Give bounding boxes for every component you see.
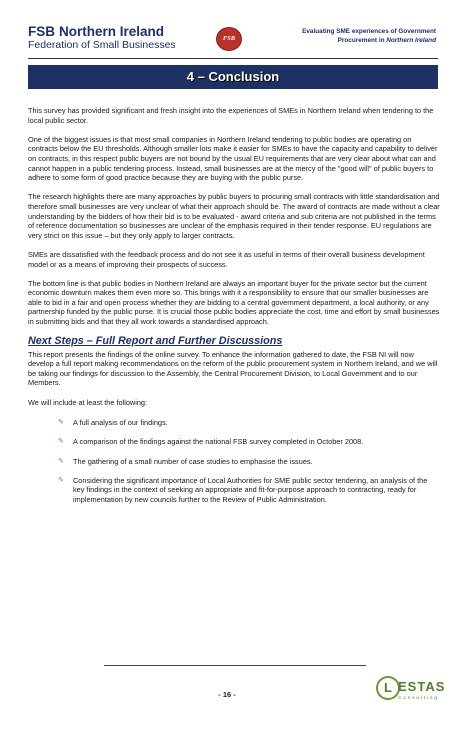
lestas-logo <box>376 674 446 708</box>
list-item: ✎ The gathering of a small number of case studies to emphasise the issues. <box>58 456 313 466</box>
page-number: - 16 - <box>218 690 236 699</box>
paragraph: The research highlights there are many approaches by public buyers to procuring small contracts with little standardisation and therefore small businesses are very unclear of what their approach should be. The award of contracts are made without a clear understanding by the bidders of how their bid is to be evaluated - award criteria and sub criteria are not published in the terms of reference documentation so businesses are unclear of the emphasis required in their tender response. EU regulations are very strict on this issue – but they only apply to larger contracts. <box>28 192 440 240</box>
list-item: ✎ A full analysis of our findings. <box>58 418 168 428</box>
header-divider <box>28 58 438 59</box>
footer-divider <box>104 665 366 666</box>
pen-bullet-icon: ✎ <box>58 476 64 484</box>
next-steps-list <box>28 418 440 504</box>
list-item: ✎ Considering the significant importance of Local Authorities for SME public sector tendering, an analysis of the key findings in the context of seeking an appropriate and fit-for-purpose approach to contracting, ready for implementation by new councils further to the Review of Public Administration. <box>58 475 428 504</box>
section-title: 4 – Conclusion <box>28 65 438 89</box>
fsb-seal-icon: FSB <box>216 27 242 51</box>
next-steps-heading: Next Steps – Full Report and Further Discussions <box>28 334 283 347</box>
next-steps-lead: We will include at least the following: <box>28 397 148 407</box>
paragraph: The bottom line is that public bodies in Northern Ireland are always an important buyer for the private sector but the current economic downturn makes them even more so. This brings with it a responsibility to ensure that our smaller businesses are able to bid in a fair and open process whether they are bidding to a central government department, a local authority, or any partnership funded by the public purse. It is crucial those public bodies appreciate the cost, time and effort by small businesses in submitting bids and that they all work towards a standardised approach. <box>28 278 440 327</box>
paragraph: This survey has provided significant and fresh insight into the experiences of SMEs in Northern Ireland when tendering to the local public sector. <box>28 106 434 125</box>
lestas-tagline: Consulting <box>398 696 439 701</box>
pen-bullet-icon: ✎ <box>58 457 64 465</box>
fsb-logo <box>28 24 236 55</box>
next-steps-intro: This report presents the findings of the online survey. To enhance the information gathered to date, the FSB NI will now develop a full report making recommendations on the reform of the public procurement system in Northern Ireland, and we will be taking our findings for discussion to the Assembly, the Central Procurement Division, to Local Government and to our Members. <box>28 349 438 388</box>
body-text <box>28 106 440 514</box>
logo-brand: FSB <box>28 24 55 39</box>
paragraph: SMEs are dissatisfied with the feedback process and do not see it as useful in terms of their overall business development model or as a means of improving their prospects of success. <box>28 249 425 269</box>
pen-bullet-icon: ✎ <box>58 419 64 427</box>
lestas-ring-icon: L <box>376 676 400 700</box>
document-title: Evaluating SME experiences of Government Procurement in Northern Ireland <box>302 28 436 44</box>
paragraph: One of the biggest issues is that most small companies in Northern Ireland tendering to public bodies are operating on contracts below the EU thresholds. Although smaller lots make it easier for SMEs to have the capacity and capability to deliver on contracts, in this respect public buyers are not bound by the usual EU requirements that are very clear about what can and cannot happen in a public tendering process. Instead, small businesses are at the mercy of the "good will" of public buyers to adhere to some form of good practice because they are buying with the public purse. <box>28 134 438 183</box>
logo-subtitle: Federation of Small Businesses <box>28 39 176 51</box>
logo-region: Northern Ireland <box>59 24 165 39</box>
lestas-wordmark: ESTAS <box>398 679 446 694</box>
list-item: ✎ A comparison of the findings against the national FSB survey completed in October 2008. <box>58 437 364 447</box>
pen-bullet-icon: ✎ <box>58 438 64 446</box>
